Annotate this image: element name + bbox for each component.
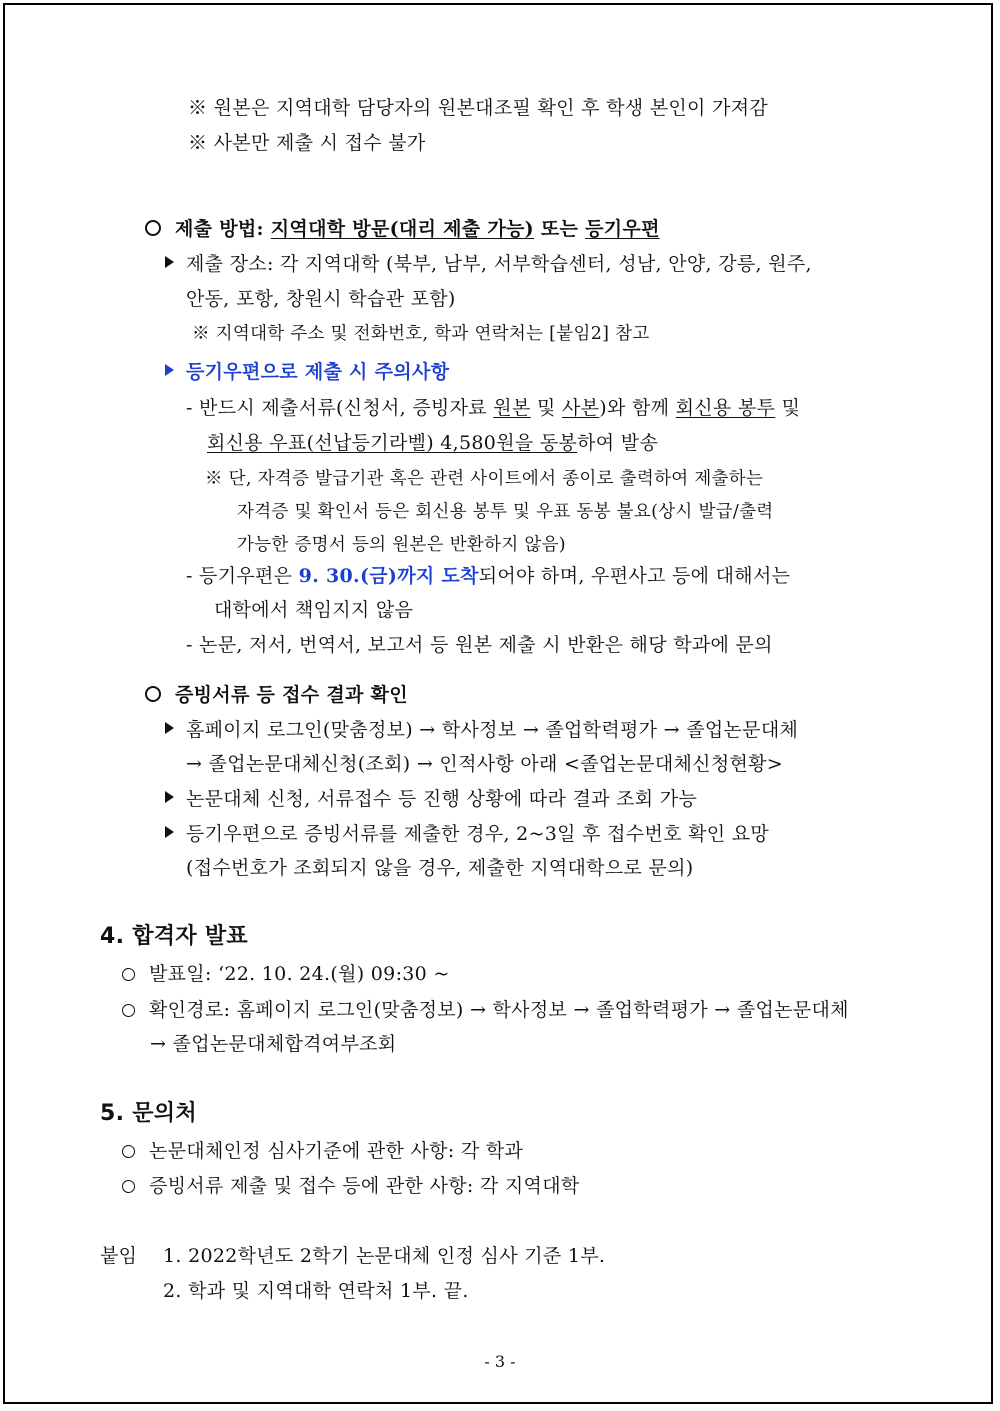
submission-place-line2: 안동, 포항, 창원시 학습관 포함)	[186, 288, 456, 310]
inquiry-item2: 증빙서류 제출 및 접수 등에 관한 사항: 각 지역대학	[122, 1174, 580, 1198]
caution-item3: - 논문, 저서, 번역서, 보고서 등 원본 제출 시 반환은 해당 학과에 문의	[186, 634, 773, 656]
circle-bullet-icon	[122, 1004, 135, 1017]
section5-title: 5. 문의처	[100, 1101, 197, 1126]
contact-reference-note: ※ 지역대학 주소 및 전화번호, 학과 연락처는 [붙임2] 참고	[192, 324, 650, 344]
attachment-label: 붙임	[100, 1245, 138, 1267]
circle-bullet-icon	[122, 968, 135, 981]
attachment-item2: 2. 학과 및 지역대학 연락처 1부. 끝.	[163, 1280, 469, 1302]
note-copy-rejected: ※ 사본만 제출 시 접수 불가	[188, 132, 426, 154]
check-item2: 논문대체 신청, 서류접수 등 진행 상황에 따라 결과 조회 가능	[165, 787, 697, 811]
attachment-item1: 1. 2022학년도 2학기 논문대체 인정 심사 기준 1부.	[163, 1245, 606, 1267]
announce-date: 발표일: ‘22. 10. 24.(월) 09:30 ~	[122, 962, 450, 986]
triangle-bullet-icon	[165, 826, 174, 838]
caution-item1-line2: 회신용 우표(선납등기라벨) 4,580원을 동봉하여 발송	[207, 432, 659, 454]
check-item1-line2: → 졸업논문대체신청(조회) → 인적사항 아래 <졸업논문대체신청현황>	[186, 753, 784, 775]
registered-mail-caution-title: 등기우편으로 제출 시 주의사항	[165, 360, 449, 384]
caution-note-line3: 가능한 증명서 등의 원본은 반환하지 않음)	[237, 535, 566, 555]
check-route-line2: → 졸업논문대체합격여부조회	[150, 1033, 397, 1055]
mail-option: 등기우편	[585, 218, 660, 240]
caution-note-line1: ※ 단, 자격증 발급기관 혹은 관련 사이트에서 종이로 출력하여 제출하는	[205, 469, 764, 489]
triangle-bullet-icon	[165, 791, 174, 803]
section4-title: 4. 합격자 발표	[100, 924, 248, 949]
note-original-return: ※ 원본은 지역대학 담당자의 원본대조필 확인 후 학생 본인이 가져감	[188, 97, 769, 119]
submission-place-line1: 제출 장소: 각 지역대학 (북부, 남부, 서부학습센터, 성남, 안양, 강릉, 원주,	[165, 252, 812, 276]
circle-bullet-icon	[122, 1180, 135, 1193]
check-item3-line1: 등기우편으로 증빙서류를 제출한 경우, 2~3일 후 접수번호 확인 요망	[165, 822, 769, 846]
check-item1-line1: 홈페이지 로그인(맞춤정보) → 학사정보 → 졸업학력평가 → 졸업논문대체	[165, 718, 798, 742]
caution-item2-line1: - 등기우편은 9. 30.(금)까지 도착되어야 하며, 우편사고 등에 대해서는	[186, 565, 791, 587]
check-item3-line2: (접수번호가 조회되지 않을 경우, 제출한 지역대학으로 문의)	[186, 857, 694, 879]
visit-option: 지역대학 방문(대리 제출 가능)	[270, 218, 534, 240]
caution-note-line2: 자격증 및 확인서 등은 회신용 봉투 및 우표 동봉 불요(상시 발급/출력	[237, 502, 774, 522]
page-number: - 3 -	[484, 1352, 516, 1371]
triangle-bullet-icon	[165, 722, 174, 734]
caution-item1-line1: - 반드시 제출서류(신청서, 증빙자료 원본 및 사본)와 함께 회신용 봉투 및	[186, 397, 801, 419]
circle-bullet-icon	[145, 220, 161, 236]
caution-item2-line2: 대학에서 책임지지 않음	[214, 599, 414, 621]
circle-bullet-icon	[145, 686, 161, 702]
triangle-bullet-icon	[165, 364, 174, 376]
receipt-check-title: 증빙서류 등 접수 결과 확인	[145, 683, 408, 707]
circle-bullet-icon	[122, 1145, 135, 1158]
triangle-bullet-icon	[165, 256, 174, 268]
check-route-line1: 확인경로: 홈페이지 로그인(맞춤정보) → 학사정보 → 졸업학력평가 → 졸업논문대체	[122, 998, 849, 1022]
submission-method-line: 제출 방법: 지역대학 방문(대리 제출 가능) 또는 등기우편	[145, 217, 660, 241]
inquiry-item1: 논문대체인정 심사기준에 관한 사항: 각 학과	[122, 1139, 523, 1163]
deadline-text: 9. 30.(금)까지 도착	[298, 565, 479, 587]
